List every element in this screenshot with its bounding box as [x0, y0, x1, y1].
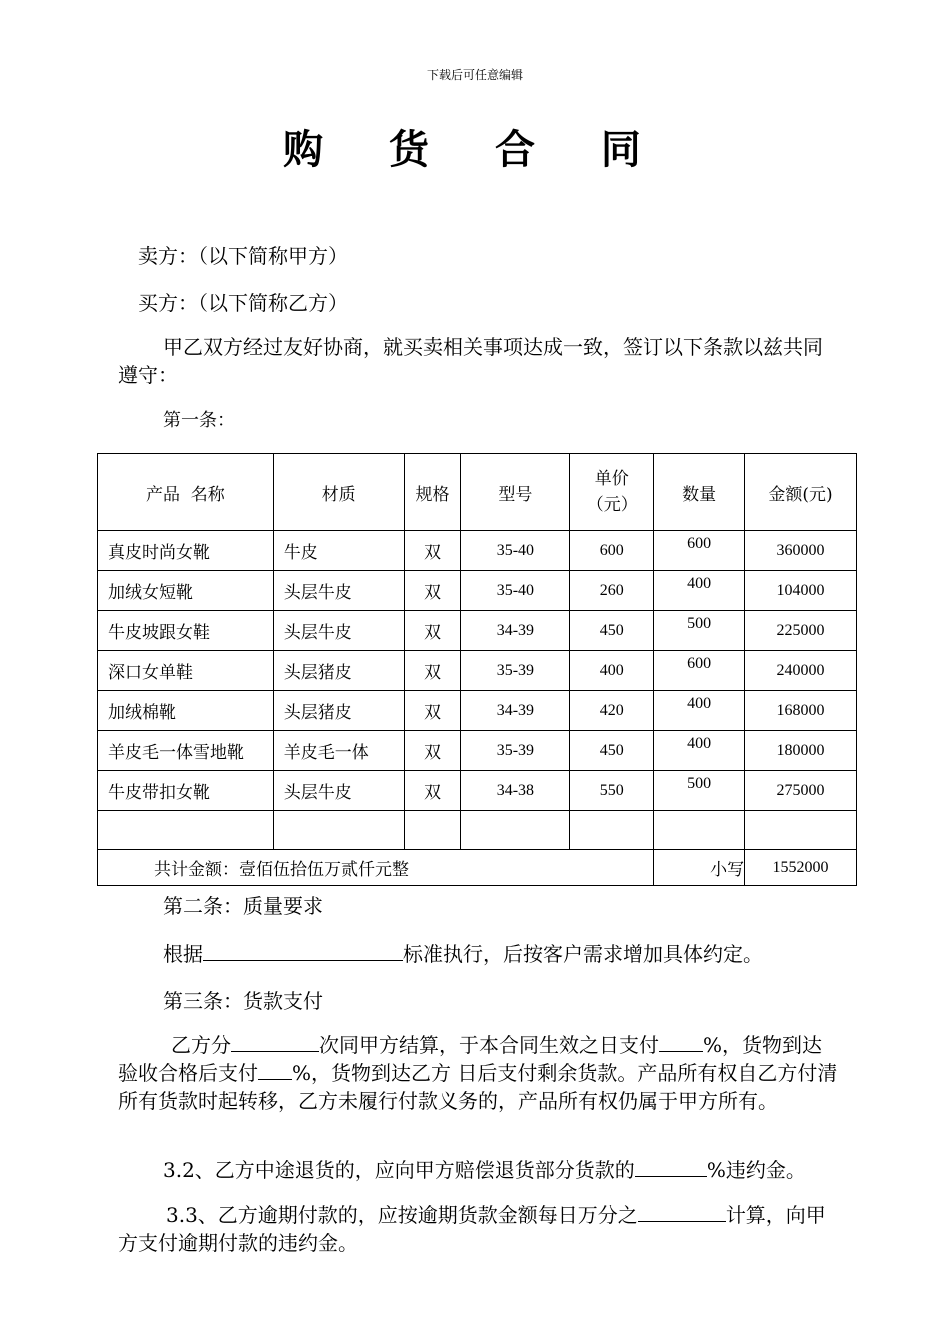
- article-1-heading: 第一条：: [163, 410, 235, 431]
- header-material: 材质: [273, 454, 404, 531]
- amount-cell: 275000: [745, 771, 857, 811]
- product-name-cell: 加绒棉靴: [98, 691, 274, 731]
- table-row: [98, 651, 857, 691]
- unit-price-cell: 260: [570, 571, 654, 611]
- quantity-cell: 400: [654, 691, 745, 731]
- table-row: [98, 731, 857, 771]
- material-cell: 头层猪皮: [273, 651, 404, 691]
- table-row: [98, 531, 857, 571]
- empty-row: [98, 811, 857, 850]
- material-cell: 羊皮毛一体: [273, 731, 404, 771]
- payment-text-b: 次同甲方结算，于本合同生效之日支付: [319, 1033, 659, 1057]
- unit-price-cell: 550: [570, 771, 654, 811]
- seller-line: 卖方：（以下简称甲方）: [138, 244, 348, 268]
- total-amount-words: 共计金额：壹佰伍拾伍万贰仟元整: [98, 850, 654, 886]
- model-cell: 35-40: [461, 531, 570, 571]
- lowercase-label: 小写: [654, 850, 745, 886]
- clause-3-3-end: 计算，向甲方支付逾期付款的违约金。: [118, 1203, 826, 1255]
- amount-cell: 168000: [745, 691, 857, 731]
- clause-3-2-end: %违约金。: [706, 1158, 806, 1182]
- intro-paragraph: 甲乙双方经过友好协商，就买卖相关事项达成一致，签订以下条款以兹共同遵守：: [118, 335, 823, 387]
- clause-3-3-text: 3.3、乙方逾期付款的，应按逾期货款金额每日万分之: [166, 1203, 638, 1227]
- spec-cell: 双: [404, 691, 461, 731]
- quantity-cell: 400: [654, 731, 745, 771]
- clause-3-2: [163, 1154, 806, 1183]
- product-name-cell: 羊皮毛一体雪地靴: [98, 731, 274, 771]
- amount-cell: 104000: [745, 571, 857, 611]
- quantity-cell: 500: [654, 771, 745, 811]
- header-amount: 金额(元): [745, 454, 857, 531]
- table-row: [98, 571, 857, 611]
- quantity-cell: 400: [654, 571, 745, 611]
- unit-price-cell: 420: [570, 691, 654, 731]
- product-name-cell: 真皮时尚女靴: [98, 531, 274, 571]
- spec-cell: 双: [404, 771, 461, 811]
- amount-cell: 225000: [745, 611, 857, 651]
- article-2-text: [163, 938, 763, 967]
- spec-cell: 双: [404, 731, 461, 771]
- material-cell: 牛皮: [273, 531, 404, 571]
- initial-percent-blank[interactable]: [659, 1031, 703, 1052]
- material-cell: 头层猪皮: [273, 691, 404, 731]
- material-cell: 头层牛皮: [273, 571, 404, 611]
- payment-paragraph: [118, 1031, 840, 1115]
- payment-text-c: %，货物到达验收合格后支付: [118, 1033, 823, 1085]
- article-2-heading: 第二条：质量要求: [163, 894, 323, 918]
- spec-cell: 双: [404, 531, 461, 571]
- header-note: 下载后可任意编辑: [426, 68, 523, 82]
- header-unit-price-label: 单价（元）: [586, 469, 638, 515]
- article-2-text-start: 根据: [163, 942, 203, 966]
- product-name-cell: 加绒女短靴: [98, 571, 274, 611]
- model-cell: 34-39: [461, 691, 570, 731]
- amount-cell: 360000: [745, 531, 857, 571]
- header-model: 型号: [461, 454, 570, 531]
- product-name-cell: 深口女单鞋: [98, 651, 274, 691]
- total-row: [98, 850, 857, 886]
- quantity-cell: 600: [654, 531, 745, 571]
- model-cell: 35-39: [461, 651, 570, 691]
- settlement-times-blank[interactable]: [231, 1031, 319, 1052]
- spec-cell: 双: [404, 611, 461, 651]
- buyer-line: 买方：（以下简称乙方）: [138, 291, 348, 315]
- spec-cell: 双: [404, 571, 461, 611]
- unit-price-cell: 400: [570, 651, 654, 691]
- header-spec: 规格: [404, 454, 461, 531]
- product-name-cell: 牛皮坡跟女鞋: [98, 611, 274, 651]
- table-header-row: [98, 454, 857, 531]
- payment-text-d: %，货物到达乙方 日后支付剩余货款。产品所有权自乙方付清所有货款时起转移，乙方未履行付款义务的，产品所有权仍属于甲方所有。: [118, 1061, 838, 1113]
- material-cell: 头层牛皮: [273, 771, 404, 811]
- table-row: [98, 771, 857, 811]
- article-2-text-end: 标准执行，后按客户需求增加具体约定。: [403, 942, 763, 966]
- model-cell: 34-38: [461, 771, 570, 811]
- standard-blank[interactable]: [203, 940, 403, 961]
- model-cell: 35-40: [461, 571, 570, 611]
- daily-rate-blank[interactable]: [638, 1201, 726, 1222]
- unit-price-cell: 450: [570, 731, 654, 771]
- clause-3-3: [118, 1201, 840, 1257]
- penalty-percent-blank[interactable]: [635, 1156, 707, 1177]
- model-cell: 35-39: [461, 731, 570, 771]
- document-title: 购 货 合 同: [283, 126, 667, 173]
- amount-cell: 240000: [745, 651, 857, 691]
- model-cell: 34-39: [461, 611, 570, 651]
- product-name-cell: 牛皮带扣女靴: [98, 771, 274, 811]
- amount-cell: 180000: [745, 731, 857, 771]
- header-quantity: 数量: [654, 454, 745, 531]
- acceptance-percent-blank[interactable]: [258, 1059, 292, 1080]
- header-name: 产品 名称: [98, 454, 274, 531]
- table-row: [98, 611, 857, 651]
- unit-price-cell: 600: [570, 531, 654, 571]
- material-cell: 头层牛皮: [273, 611, 404, 651]
- goods-table: [97, 453, 857, 886]
- table-row: [98, 691, 857, 731]
- header-unit-price: [570, 454, 654, 531]
- unit-price-cell: 450: [570, 611, 654, 651]
- quantity-cell: 500: [654, 611, 745, 651]
- payment-text-a: 乙方分: [171, 1033, 231, 1057]
- clause-3-2-text: 3.2、乙方中途退货的，应向甲方赔偿退货部分货款的: [163, 1158, 635, 1182]
- quantity-cell: 600: [654, 651, 745, 691]
- total-amount-value: 1552000: [745, 850, 857, 886]
- article-3-heading: 第三条：货款支付: [163, 989, 323, 1013]
- spec-cell: 双: [404, 651, 461, 691]
